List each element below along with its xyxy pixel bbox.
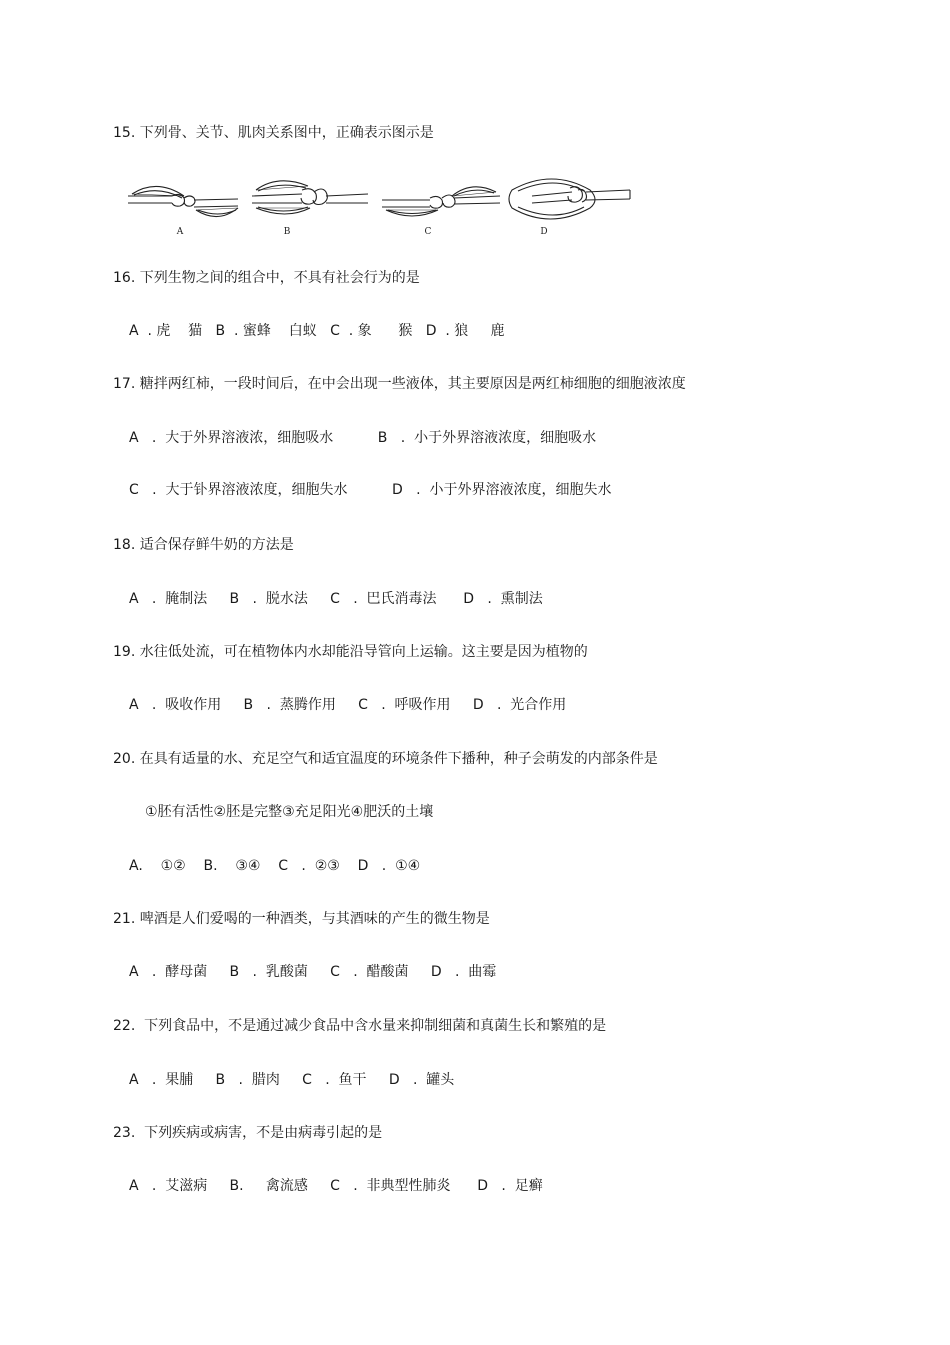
question-22-stem: 22. 下列食品中，不是通过减少食品中含水量来抑制细菌和真菌生长和繁殖的是 <box>113 1018 607 1034</box>
question-18-options: A . 腌制法 B . 脱水法 C . 巴氏消毒法 D . 熏制法 <box>129 591 543 607</box>
question-15-stem: 15. 下列骨、关节、肌肉关系图中，正确表示图示是 <box>113 125 434 141</box>
question-21-options: A . 酵母菌 B . 乳酸菌 C . 醋酸菌 D . 曲霉 <box>129 964 497 980</box>
figure-a <box>128 186 238 216</box>
figure-label-d: D <box>540 227 548 237</box>
question-20-conditions: ①胚有活性②胚是完整③充足阳光④肥沃的土壤 <box>145 804 434 820</box>
question-21-stem: 21. 啤酒是人们爱喝的一种酒类，与其酒味的产生的微生物是 <box>113 911 490 927</box>
question-17-stem: 17. 糖拌两红柿，一段时间后，在中会出现一些液体，其主要原因是两红柿细胞的细胞液浓度 <box>113 376 686 392</box>
question-17-options-cd: C . 大于钋界溶液浓度，细胞失水 D . 小于外界溶液浓度，细胞失水 <box>129 482 612 498</box>
question-23-options: A . 艾滋病 B. 禽流感 C . 非典型性肺炎 D . 足癣 <box>129 1178 543 1194</box>
question-23-stem: 23. 下列疾病或病害，不是由病毒引起的是 <box>113 1125 383 1141</box>
figure-label-b: B <box>283 227 291 237</box>
figure-label-c: C <box>424 227 432 237</box>
bone-joint-muscle-figure <box>120 170 640 240</box>
question-16-options: A . 虎 猫 B . 蜜蜂 白蚁 C . 象 猴 D . 狼 鹿 <box>129 323 505 339</box>
question-22-options: A . 果脯 B . 腊肉 C . 鱼干 D . 罐头 <box>129 1072 455 1088</box>
question-20-options: A. ①② B. ③④ C . ②③ D . ①④ <box>129 858 421 874</box>
figure-d <box>509 179 630 219</box>
figure-b <box>252 181 368 214</box>
question-19-stem: 19. 水往低处流，可在植物体内水却能沿导管向上运输。这主要是因为植物的 <box>113 644 588 660</box>
figure-label-a: A <box>176 227 184 237</box>
question-20-stem: 20. 在具有适量的水、充足空气和适宜温度的环境条件下播种，种子会萌发的内部条件是 <box>113 751 658 767</box>
question-17-options-ab: A . 大于外界溶液浓，细胞吸水 B . 小于外界溶液浓度，细胞吸水 <box>129 430 597 446</box>
question-19-options: A . 吸收作用 B . 蒸腾作用 C . 呼吸作用 D . 光合作用 <box>129 697 567 713</box>
figure-c <box>382 187 500 216</box>
question-18-stem: 18. 适合保存鲜牛奶的方法是 <box>113 537 294 553</box>
question-16-stem: 16. 下列生物之间的组合中，不具有社会行为的是 <box>113 270 420 286</box>
